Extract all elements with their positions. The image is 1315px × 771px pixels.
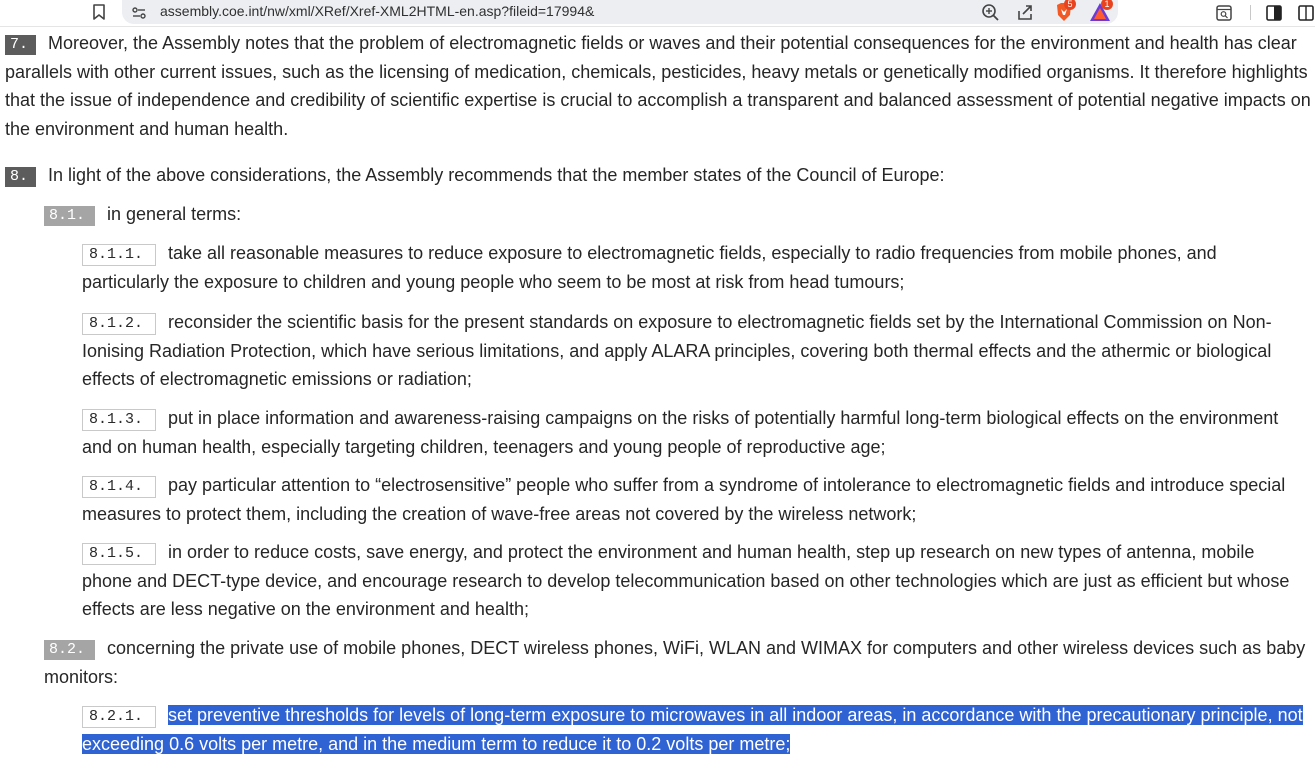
brave-rewards-icon[interactable] — [1088, 0, 1112, 24]
paragraph-text: concerning the private use of mobile phones, DECT wireless phones, WiFi, WLAN and WIMAX for computers and other wireless devices such as baby monitors: — [44, 638, 1306, 687]
sidebar-toggle-icon[interactable] — [1264, 3, 1284, 23]
paragraph-number: 8.1.3. — [82, 409, 156, 431]
paragraph-number: 8.1.4. — [82, 476, 156, 498]
paragraph-number: 8.1.2. — [82, 313, 156, 335]
paragraph-number: 8. — [5, 167, 36, 187]
page-search-icon[interactable] — [1214, 3, 1234, 23]
paragraph-number: 8.1.5. — [82, 543, 156, 565]
paragraph-8-1-1 — [82, 239, 1302, 296]
paragraph-8-1-4 — [82, 471, 1308, 528]
paragraph-number: 7. — [5, 35, 36, 55]
url-text[interactable]: assembly.coe.int/nw/xml/XRef/Xref-XML2HTML-en.asp?fileid=17994& — [160, 3, 595, 19]
paragraph-text: reconsider the scientific basis for the present standards on exposure to electromagnetic fields set by the International Commission on Non-Ionising Radiation Protection, which have serious limitations, and apply ALARA principles, covering both thermal effects and the athermic or biological effects of electromagnetic emissions or radiation; — [82, 312, 1272, 389]
paragraph-text: take all reasonable measures to reduce exposure to electromagnetic fields, especially to radio frequencies from mobile phones, and particularly the exposure to children and young people who seem to be most at risk from head tumours; — [82, 243, 1217, 292]
paragraph-text: in general terms: — [107, 204, 242, 224]
brave-rewards-badge: 1 — [1101, 0, 1113, 10]
brave-shields-badge: 5 — [1064, 0, 1076, 10]
paragraph-number: 8.1.1. — [82, 244, 156, 266]
paragraph-number: 8.1. — [44, 206, 95, 226]
bookmark-icon[interactable] — [89, 2, 109, 22]
paragraph-text: in order to reduce costs, save energy, and protect the environment and human health, step up research on new types of antenna, mobile phone and DECT-type device, and encourage research to develop telecommunication based on other technologies which are just as efficient but whose effects are less negative on the environment and health; — [82, 542, 1290, 619]
selected-text-highlight: set preventive thresholds for levels of long-term exposure to microwaves in all indoor areas, in accordance with the precautionary principle, not exceeding 0.6 volts per metre, and in the medium term to reduce it to 0.2 volts per metre; — [82, 705, 1303, 754]
paragraph-text: put in place information and awareness-raising campaigns on the risks of potentially harmful long-term biological effects on the environment and on human health, especially targeting children, teenagers and young people of reproductive age; — [82, 408, 1279, 457]
paragraph-7 — [5, 29, 1313, 143]
paragraph-8 — [5, 161, 1313, 190]
paragraph-8-1-3 — [82, 404, 1308, 461]
browser-toolbar — [0, 0, 1315, 27]
brave-shields-icon[interactable] — [1052, 0, 1076, 24]
paragraph-8-1 — [44, 200, 1304, 229]
share-icon[interactable] — [1015, 2, 1035, 22]
paragraph-8-2 — [44, 634, 1306, 691]
site-settings-icon[interactable] — [130, 4, 148, 22]
paragraph-number: 8.2. — [44, 640, 95, 660]
address-bar[interactable] — [122, 0, 1118, 24]
paragraph-8-2-1 — [82, 701, 1308, 758]
toolbar-separator — [1250, 5, 1251, 20]
paragraph-8-1-5 — [82, 538, 1308, 624]
paragraph-text: Moreover, the Assembly notes that the problem of electromagnetic fields or waves and their potential consequences for the environment and health has clear parallels with other current issues, such as the licensing of medication, chemicals, pesticides, heavy metals or genetically modified organisms. It therefore highlights that the issue of independence and credibility of scientific expertise is crucial to accomplish a transparent and balanced assessment of potential negative impacts on the environment and human health. — [5, 33, 1311, 139]
paragraph-number: 8.2.1. — [82, 706, 156, 728]
paragraph-8-1-2 — [82, 308, 1308, 394]
split-view-icon[interactable] — [1296, 3, 1315, 23]
zoom-icon[interactable] — [980, 2, 1000, 22]
paragraph-text: In light of the above considerations, the Assembly recommends that the member states of the Council of Europe: — [48, 165, 945, 185]
paragraph-text: pay particular attention to “electrosensitive” people who suffer from a syndrome of intolerance to electromagnetic fields and introduce special measures to protect them, including the creation of wave-free areas not covered by the wireless network; — [82, 475, 1286, 524]
